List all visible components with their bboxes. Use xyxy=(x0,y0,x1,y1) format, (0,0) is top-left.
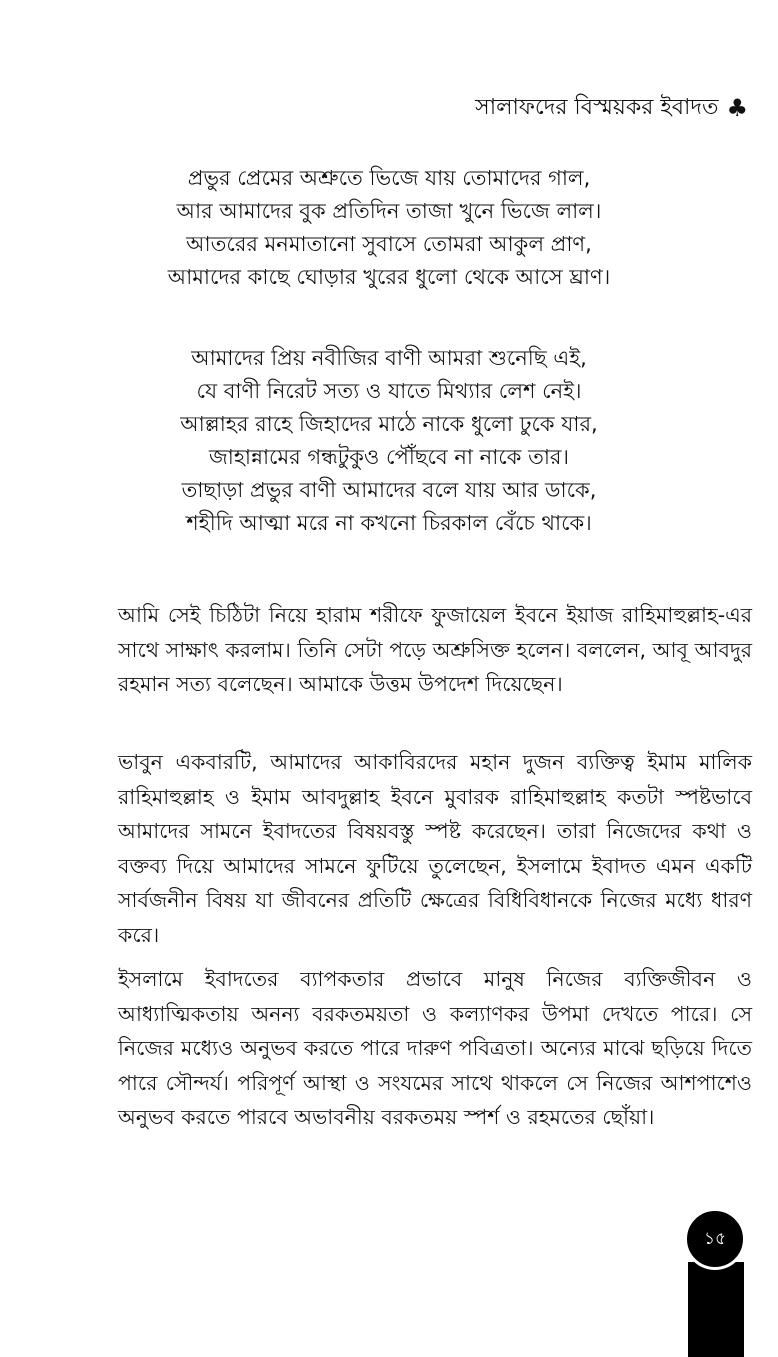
body-paragraph: আমি সেই চিঠিটা নিয়ে হারাম শরীফে ফুজায়েল ইবনে ইয়াজ রাহিমাহুল্লাহ-এর সাথে সাক্ষাৎ করলাম। তিনি সেটা পড়ে অশ্রুসিক্ত হলেন। বললেন, আবূ আবদুর রহমান সত্য বলেছেন। আমাকে উত্তম উপদেশ দিয়েছেন। xyxy=(118,603,752,696)
poem-line: আমাদের কাছে ঘোড়ার খুরের ধুলো থেকে আসে ঘ্রাণ। xyxy=(167,265,611,289)
poem-line: যে বাণী নিরেট সত্য ও যাতে মিথ্যার লেশ নেই। xyxy=(196,379,582,403)
poem-line: আমাদের প্রিয় নবীজির বাণী আমরা শুনেছি এই, xyxy=(191,346,587,370)
running-header xyxy=(475,92,748,124)
club-icon: ♣ xyxy=(726,94,748,122)
poem-line: আল্লাহর রাহে জিহাদের মাঠে নাকে ধুলো ঢুকে যার, xyxy=(180,412,598,436)
body-paragraph: ভাবুন একবারটি, আমাদের আকাবিরদের মহান দুজন ব্যক্তিত্ব ইমাম মালিক রাহিমাহুল্লাহ ও ইমাম আবদুল্লাহ ইবনে মুবারক রাহিমাহুল্লাহ কতটা স্পষ্টভাবে আমাদের সামনে ইবাদতের বিষয়বস্তু স্পষ্ট করেছেন। তারা নিজেদের কথা ও বক্তব্য দিয়ে আমাদের সামনে ফুটিয়ে তুলেছেন, ইসলামে ইবাদত এমন একটি সার্বজনীন বিষয় যা জীবনের প্রতিটি ক্ষেত্রের বিধিবিধানকে নিজের মধ্যে ধারণ করে। xyxy=(118,750,752,947)
poem-line: প্রভুর প্রেমের অশ্রুতে ভিজে যায় তোমাদের গাল, xyxy=(187,166,591,190)
poem-line: জাহান্নামের গন্ধটুকুও পৌঁছবে না নাকে তার। xyxy=(208,445,569,469)
poem-line: আতরের মনমাতানো সুবাসে তোমরা আকুল প্রাণ, xyxy=(186,232,592,256)
poem-line: শহীদি আত্মা মরে না কখনো চিরকাল বেঁচে থাকে। xyxy=(186,511,592,535)
chapter-title: সালাফদের বিস্ময়কর ইবাদত xyxy=(475,95,719,120)
body-paragraph: ইসলামে ইবাদতের ব্যাপকতার প্রভাবে মানুষ নিজের ব্যক্তিজীবন ও আধ্যাত্মিকতায় অনন্য বরকতময়তা ও কল্যাণকর উপমা দেখতে পারে। সে নিজের মধ্যেও অনুভব করতে পারে দারুণ পবিত্রতা। অন্যের মাঝে ছড়িয়ে দিতে পারে সৌন্দর্য। পরিপূর্ণ আস্থা ও সংযমের সাথে থাকলে সে নিজের আশপাশেও অনুভব করতে পারবে অভাবনীয় বরকতময় স্পর্শ ও রহমতের ছোঁয়া। xyxy=(118,967,752,1129)
poem-line: আর আমাদের বুক প্রতিদিন তাজা খুনে ভিজে লাল। xyxy=(176,199,602,223)
poem-line: তাছাড়া প্রভুর বাণী আমাদের বলে যায় আর ডাকে, xyxy=(181,478,597,502)
poem-stanza-2 xyxy=(0,342,778,540)
page-number: ১৫ xyxy=(684,1208,746,1270)
page-edge-tab xyxy=(688,1262,744,1357)
poem-stanza-1 xyxy=(0,162,778,294)
